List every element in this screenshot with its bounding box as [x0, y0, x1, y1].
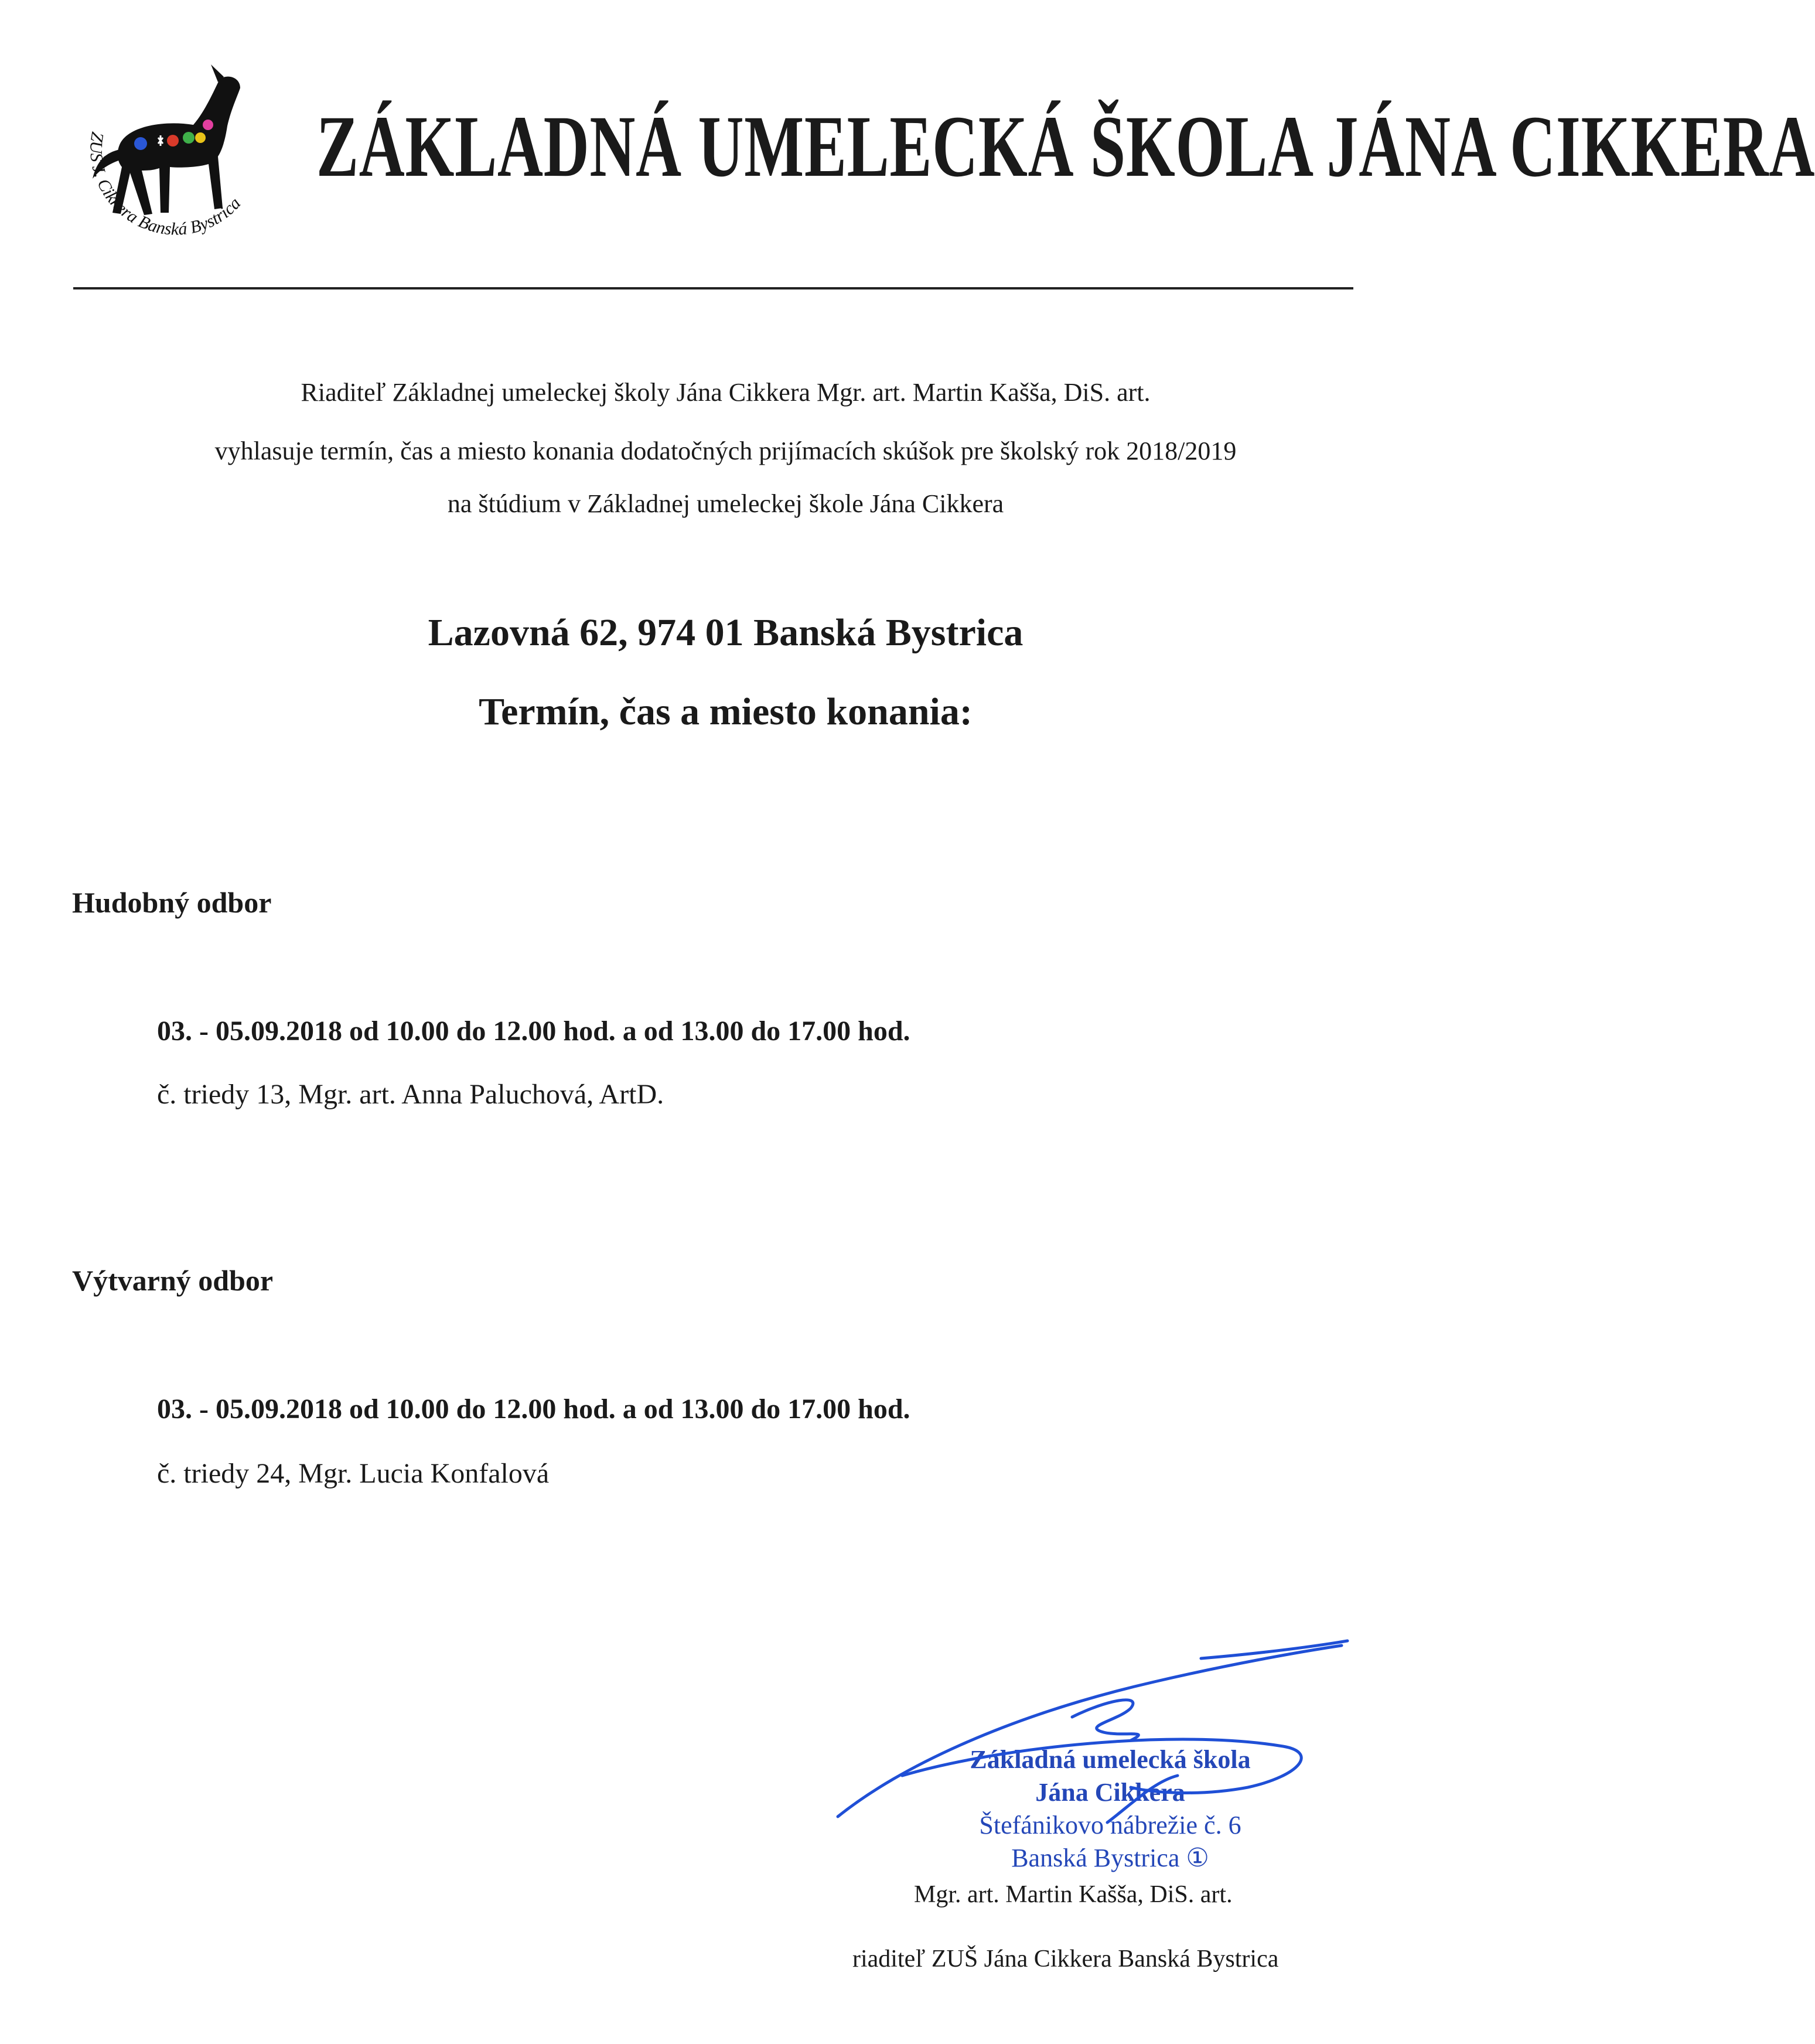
intro-line-3: na štúdium v Základnej umeleckej škole Jána Cikkera — [447, 489, 1004, 518]
department-music-name: Hudobný odbor — [72, 886, 272, 919]
department-art-name: Výtvarný odbor — [72, 1264, 274, 1297]
signer-title: riaditeľ ZUŠ Jána Cikkera Banská Bystrica — [852, 1946, 1279, 1973]
signer-name: Mgr. art. Martin Kašša, DiS. art. — [914, 1881, 1233, 1908]
stamp-line-1: Základná umelecká škola — [970, 1745, 1251, 1774]
school-logo-icon — [64, 56, 275, 249]
school-address: Lazovná 62, 974 01 Banská Bystrica — [428, 611, 1024, 654]
department-art-schedule: 03. - 05.09.2018 od 10.00 do 12.00 hod. a od 13.00 do 17.00 hod. — [157, 1394, 910, 1425]
intro-line-1: Riaditeľ Základnej umeleckej školy Jána Cikkera Mgr. art. Martin Kašša, DiS. art. — [301, 378, 1151, 407]
department-art-location: č. triedy 24, Mgr. Lucia Konfalová — [157, 1458, 550, 1489]
school-name-heading: ZÁKLADNÁ UMELECKÁ ŠKOLA JÁNA CIKKERA — [316, 98, 1815, 195]
stamp-line-3: Štefánikovo nábrežie č. 6 — [979, 1811, 1241, 1839]
svg-text:ZUŠ J. Cikkera Banská Bystrica: ZUŠ J. Cikkera Banská Bystrica — [86, 130, 245, 239]
schedule-subheading: Termín, čas a miesto konania: — [479, 690, 973, 733]
stamp-line-4: Banská Bystrica ① — [1011, 1844, 1209, 1872]
signature-icon — [826, 1629, 1353, 1828]
department-music-location: č. triedy 13, Mgr. art. Anna Paluchová, ArtD. — [157, 1079, 664, 1110]
department-music-schedule: 03. - 05.09.2018 od 10.00 do 12.00 hod. a od 13.00 do 17.00 hod. — [157, 1016, 910, 1047]
stamp-line-2: Jána Cikkera — [1035, 1778, 1185, 1807]
intro-line-2: vyhlasuje termín, čas a miesto konania dodatočných prijímacích skúšok pre školský rok 2018/2019 — [214, 437, 1237, 465]
header-divider — [73, 287, 1353, 289]
